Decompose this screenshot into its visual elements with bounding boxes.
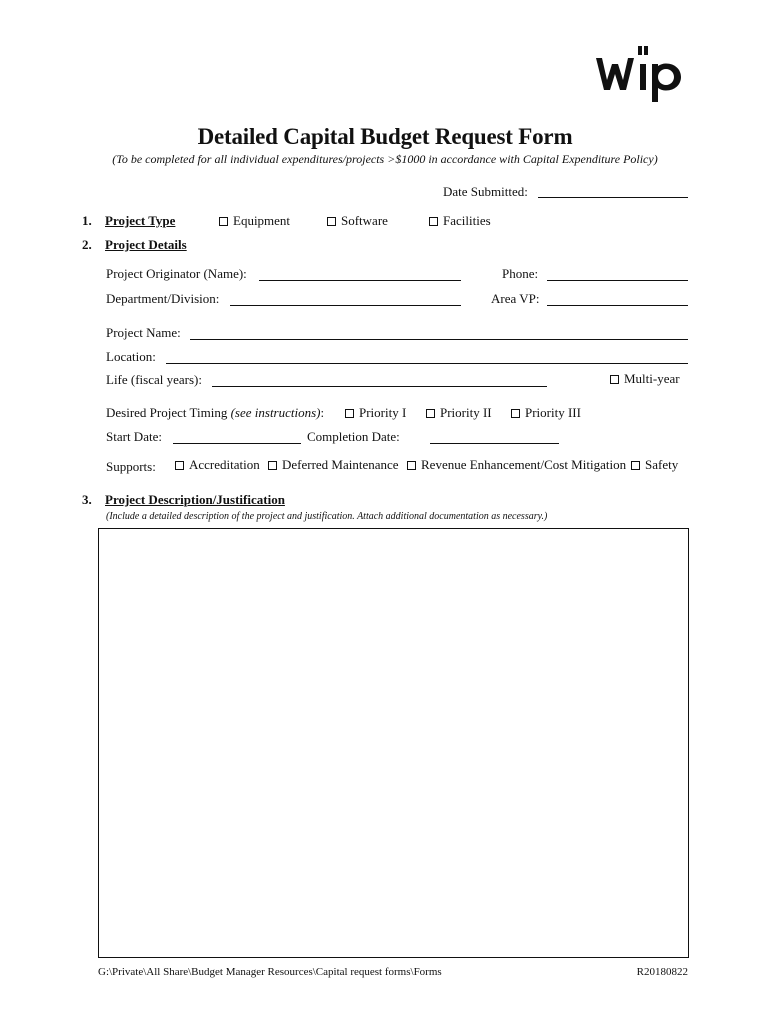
completion-date-field[interactable] bbox=[430, 443, 559, 444]
area-vp-field[interactable] bbox=[547, 305, 688, 306]
priority-2-option[interactable]: Priority II bbox=[426, 405, 492, 421]
priority-1-option[interactable]: Priority I bbox=[345, 405, 406, 421]
department-label: Department/Division: bbox=[106, 291, 220, 306]
checkbox-icon[interactable] bbox=[327, 217, 336, 226]
area-vp-label: Area VP: bbox=[491, 291, 540, 306]
start-date-label: Start Date: bbox=[106, 429, 162, 444]
supports-accreditation[interactable]: Accreditation bbox=[175, 457, 260, 473]
section2-heading: Project Details bbox=[105, 237, 187, 252]
form-subtitle: (To be completed for all individual expenditures/projects >$1000 in accordance with Capital Expenditure Policy) bbox=[112, 152, 658, 166]
section3-heading: Project Description/Justification bbox=[105, 492, 285, 507]
timing-label: Desired Project Timing (see instructions): bbox=[106, 405, 325, 420]
supports-label: Supports: bbox=[106, 459, 156, 474]
checkbox-icon[interactable] bbox=[631, 461, 640, 470]
checkbox-icon[interactable] bbox=[511, 409, 520, 418]
section1-number: 1. bbox=[82, 213, 92, 228]
originator-label: Project Originator (Name): bbox=[106, 266, 247, 281]
section3-number: 3. bbox=[82, 492, 92, 507]
checkbox-icon[interactable] bbox=[429, 217, 438, 226]
checkbox-icon[interactable] bbox=[610, 375, 619, 384]
supports-deferred-maintenance[interactable]: Deferred Maintenance bbox=[268, 457, 399, 473]
form-title: Detailed Capital Budget Request Form bbox=[197, 124, 573, 149]
location-field[interactable] bbox=[166, 363, 688, 364]
checkbox-icon[interactable] bbox=[219, 217, 228, 226]
multi-year-option[interactable]: Multi-year bbox=[610, 371, 680, 387]
phone-field[interactable] bbox=[547, 280, 688, 281]
supports-safety[interactable]: Safety bbox=[631, 457, 678, 473]
life-label: Life (fiscal years): bbox=[106, 372, 203, 387]
footer-revision: R20180822 bbox=[636, 966, 688, 978]
start-date-field[interactable] bbox=[173, 443, 301, 444]
supports-revenue-enhancement[interactable]: Revenue Enhancement/Cost Mitigation bbox=[407, 457, 626, 473]
project-name-label: Project Name: bbox=[106, 325, 181, 340]
wip-logo-icon bbox=[590, 40, 690, 104]
section2-number: 2. bbox=[82, 237, 92, 252]
checkbox-icon[interactable] bbox=[175, 461, 184, 470]
company-logo bbox=[590, 40, 690, 104]
section3-instructions: (Include a detailed description of the project and justification. Attach additional documentation as necessary.) bbox=[106, 511, 548, 522]
checkbox-icon[interactable] bbox=[345, 409, 354, 418]
project-name-field[interactable] bbox=[190, 339, 688, 340]
project-type-facilities[interactable]: Facilities bbox=[429, 213, 491, 229]
priority-3-option[interactable]: Priority III bbox=[511, 405, 581, 421]
completion-date-label: Completion Date: bbox=[307, 429, 400, 444]
department-field[interactable] bbox=[230, 305, 461, 306]
date-submitted-field[interactable] bbox=[538, 197, 688, 198]
originator-field[interactable] bbox=[259, 280, 461, 281]
date-submitted-label: Date Submitted: bbox=[443, 184, 528, 199]
checkbox-icon[interactable] bbox=[268, 461, 277, 470]
phone-label: Phone: bbox=[502, 266, 539, 281]
checkbox-icon[interactable] bbox=[426, 409, 435, 418]
location-label: Location: bbox=[106, 349, 156, 364]
project-type-software[interactable]: Software bbox=[327, 213, 388, 229]
life-field[interactable] bbox=[212, 386, 547, 387]
checkbox-icon[interactable] bbox=[407, 461, 416, 470]
project-type-equipment[interactable]: Equipment bbox=[219, 213, 290, 229]
footer-path: G:\Private\All Share\Budget Manager Resources\Capital request forms\Forms bbox=[98, 966, 442, 978]
project-description-textarea[interactable] bbox=[98, 528, 689, 958]
section1-heading: Project Type bbox=[105, 213, 176, 228]
